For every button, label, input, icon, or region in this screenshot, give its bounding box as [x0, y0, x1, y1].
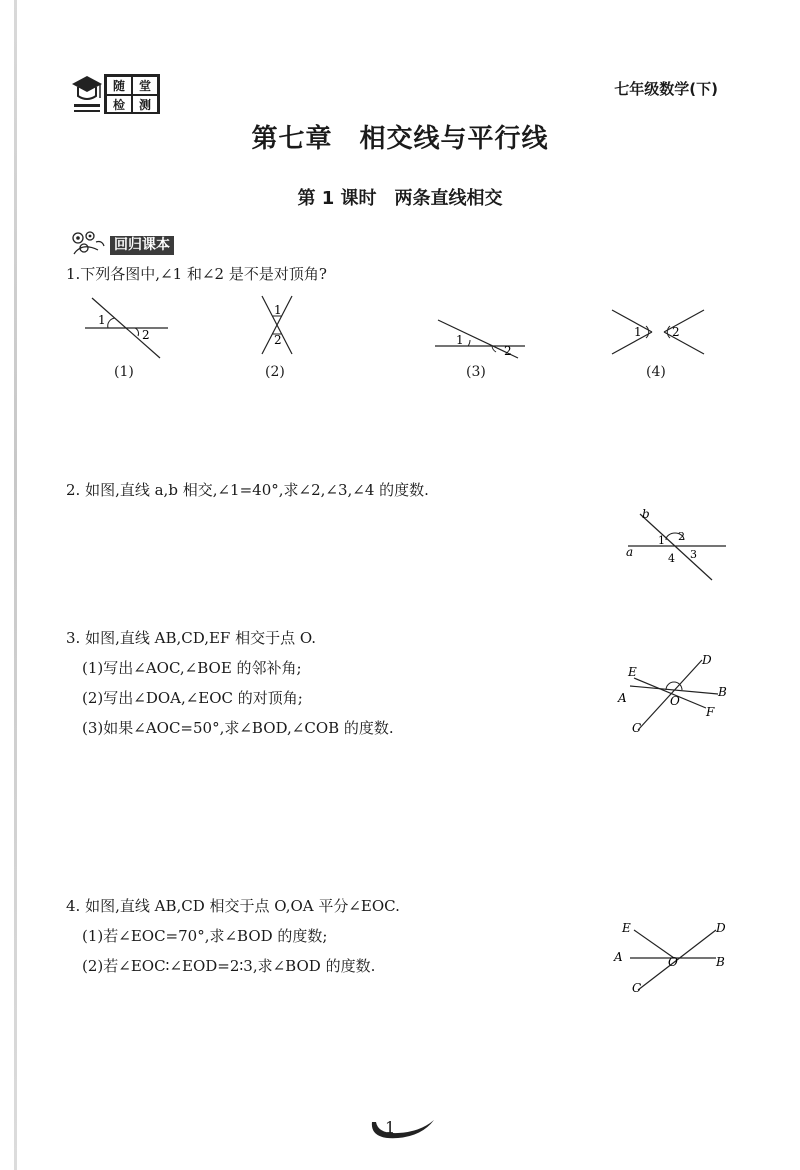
point-b-label: B [718, 685, 727, 699]
question-2-stem: 2. 如图,直线 a,b 相交,∠1=40°,求∠2,∠3,∠4 的度数. [66, 481, 429, 499]
section-label: 回归课本 [110, 236, 174, 255]
question-1-stem: 1.下列各图中,∠1 和∠2 是不是对顶角? [66, 265, 327, 283]
graduation-cap-icon [70, 70, 104, 118]
q1-caption-3: (3) [466, 364, 486, 380]
q1-figure-2 [248, 292, 308, 362]
point-a-label: A [618, 691, 627, 705]
question-4-part-1: (1)若∠EOC=70°,求∠BOD 的度数; [82, 927, 328, 945]
point-d-label: D [702, 653, 712, 667]
angle-2-label: 2 [504, 344, 512, 358]
point-a-label: A [614, 950, 623, 964]
q1-caption-4: (4) [646, 364, 666, 380]
question-3-part-2: (2)写出∠DOA,∠EOC 的对顶角; [82, 689, 303, 707]
page-number: 1 [385, 1118, 396, 1137]
q1-caption-2: (2) [265, 364, 285, 380]
q4-figure [612, 918, 738, 998]
question-3-part-1: (1)写出∠AOC,∠BOE 的邻补角; [82, 659, 302, 677]
chapter-title: 第七章 相交线与平行线 [251, 124, 549, 154]
point-c-label: C [632, 721, 642, 735]
logo-char: 检 [106, 95, 132, 114]
point-f-label: F [706, 705, 715, 719]
question-4-part-2: (2)若∠EOC∶∠EOD=2∶3,求∠BOD 的度数. [82, 957, 376, 975]
point-e-label: E [622, 921, 631, 935]
angle-1-label: 1 [634, 325, 642, 339]
question-4-stem: 4. 如图,直线 AB,CD 相交于点 O,OA 平分∠EOC. [66, 897, 400, 915]
angle-2-label: 2 [274, 333, 282, 347]
logo-char: 随 [106, 76, 132, 95]
question-3-part-3: (3)如果∠AOC=50°,求∠BOD,∠COB 的度数. [82, 719, 394, 737]
logo-char: 堂 [132, 76, 158, 95]
line-a-label: a [626, 545, 634, 559]
q3-figure [612, 650, 742, 740]
q1-figure-3 [430, 310, 530, 365]
q1-figure-1 [80, 292, 180, 362]
binding-edge [14, 0, 17, 1170]
angle-1-label: 1 [98, 313, 106, 327]
angle-1-label: 1 [658, 534, 665, 547]
point-b-label: B [716, 955, 725, 969]
point-d-label: D [716, 921, 726, 935]
publisher-logo [70, 70, 170, 118]
angle-2-label: 2 [672, 325, 680, 339]
angle-1-label: 1 [456, 333, 464, 347]
angle-2-label: 2 [142, 328, 150, 342]
lesson-title: 第 1 课时 两条直线相交 [297, 188, 503, 209]
point-e-label: E [628, 665, 637, 679]
flower-icon [68, 228, 108, 256]
line-b-label: b [642, 507, 650, 521]
point-o-label: O [668, 955, 678, 969]
q1-figure-4 [608, 302, 708, 362]
page-number-swoosh-icon [368, 1114, 438, 1144]
angle-2-label: 2 [678, 530, 685, 543]
logo-char: 测 [132, 95, 158, 114]
logo-character-grid [104, 74, 160, 114]
q2-figure [620, 504, 730, 584]
grade-label: 七年级数学(下) [614, 80, 718, 98]
angle-3-label: 3 [690, 548, 697, 561]
point-o-label: O [670, 694, 680, 708]
point-c-label: C [632, 981, 642, 995]
q1-caption-1: (1) [114, 364, 134, 380]
question-3-stem: 3. 如图,直线 AB,CD,EF 相交于点 O. [66, 629, 317, 647]
angle-4-label: 4 [668, 552, 675, 565]
angle-1-label: 1 [274, 303, 282, 317]
